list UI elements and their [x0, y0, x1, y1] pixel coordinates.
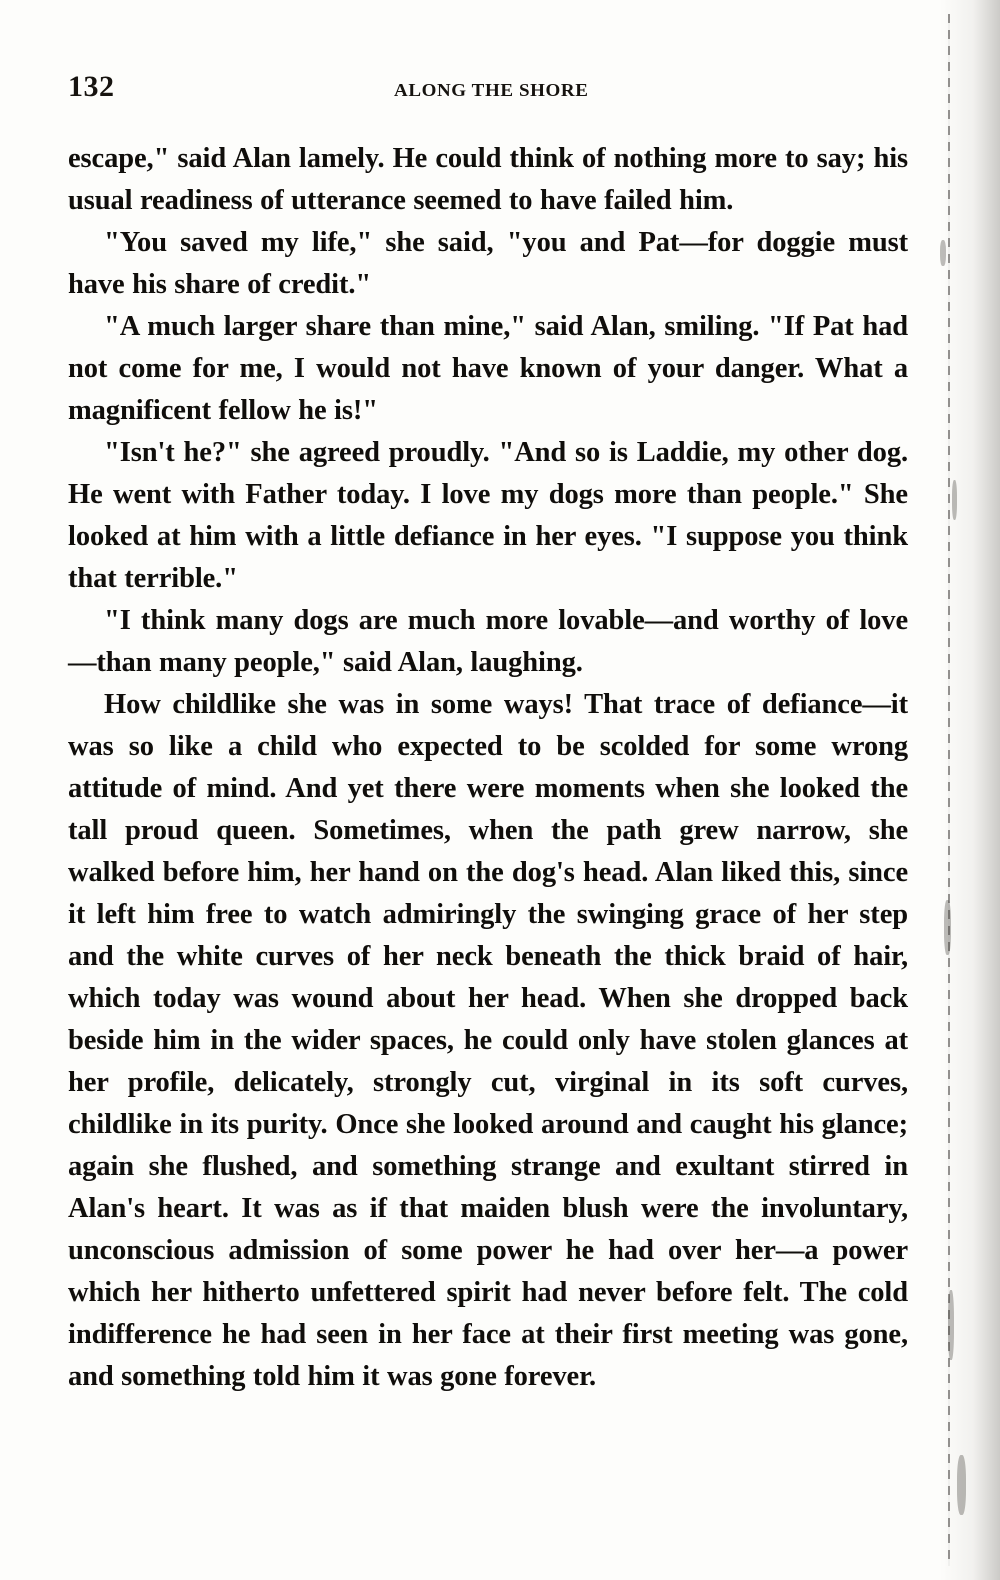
page-number: 132: [68, 70, 115, 103]
paragraph: How childlike she was in some ways! That trace of defiance—it was so like a child who expected to be scolded for some wrong attitude of mind. And yet there were moments when she looked the tall proud queen. Sometimes, when the path grew narrow, she walked before him, her hand on the dog's head. Alan liked this, since it left him free to watch admiringly the swinging grace of her step and the white curves of her neck beneath the thick braid of hair, which today was wound about her head. When she dropped back beside him in the wider spaces, he could only have stolen glances at her profile, delicately, strongly cut, virginal in its soft curves, childlike in its purity. Once she looked around and caught his glance; again she flushed, and something strange and exultant stirred in Alan's heart. It was as if that maiden blush were the involuntary, unconscious admission of some power he had over her—a power which her hitherto unfettered spirit had never before felt. The cold indifference he had seen in her face at their first meeting was gone, and something told him it was gone forever.: [68, 689, 908, 1392]
scan-speck: [957, 1455, 966, 1515]
paragraph: "Isn't he?" she agreed proudly. "And so is Laddie, my other dog. He went with Father today. I love my dogs more than people." She looked at him with a little defiance in her eyes. "I suppose you think that terrible.": [68, 437, 908, 594]
scan-speck: [940, 240, 946, 266]
body-text: [68, 138, 908, 1398]
scan-speck: [948, 1290, 954, 1360]
paragraph: "A much larger share than mine," said Alan, smiling. "If Pat had not come for me, I would not have known of your danger. What a magnificent fellow he is!": [68, 311, 908, 426]
paragraph: "You saved my life," she said, "you and Pat—for doggie must have his share of credit.": [68, 227, 908, 300]
paragraph: escape," said Alan lamely. He could think of nothing more to say; his usual readiness of utterance seemed to have failed him.: [68, 143, 908, 216]
page-content: [68, 70, 908, 1398]
scan-speck: [952, 480, 957, 520]
running-head-title: ALONG THE SHORE: [394, 80, 589, 101]
scan-speck: [944, 900, 951, 955]
page-header: [68, 70, 908, 116]
paragraph: "I think many dogs are much more lovable—and worthy of love—than many people," said Alan, laughing.: [68, 605, 908, 678]
